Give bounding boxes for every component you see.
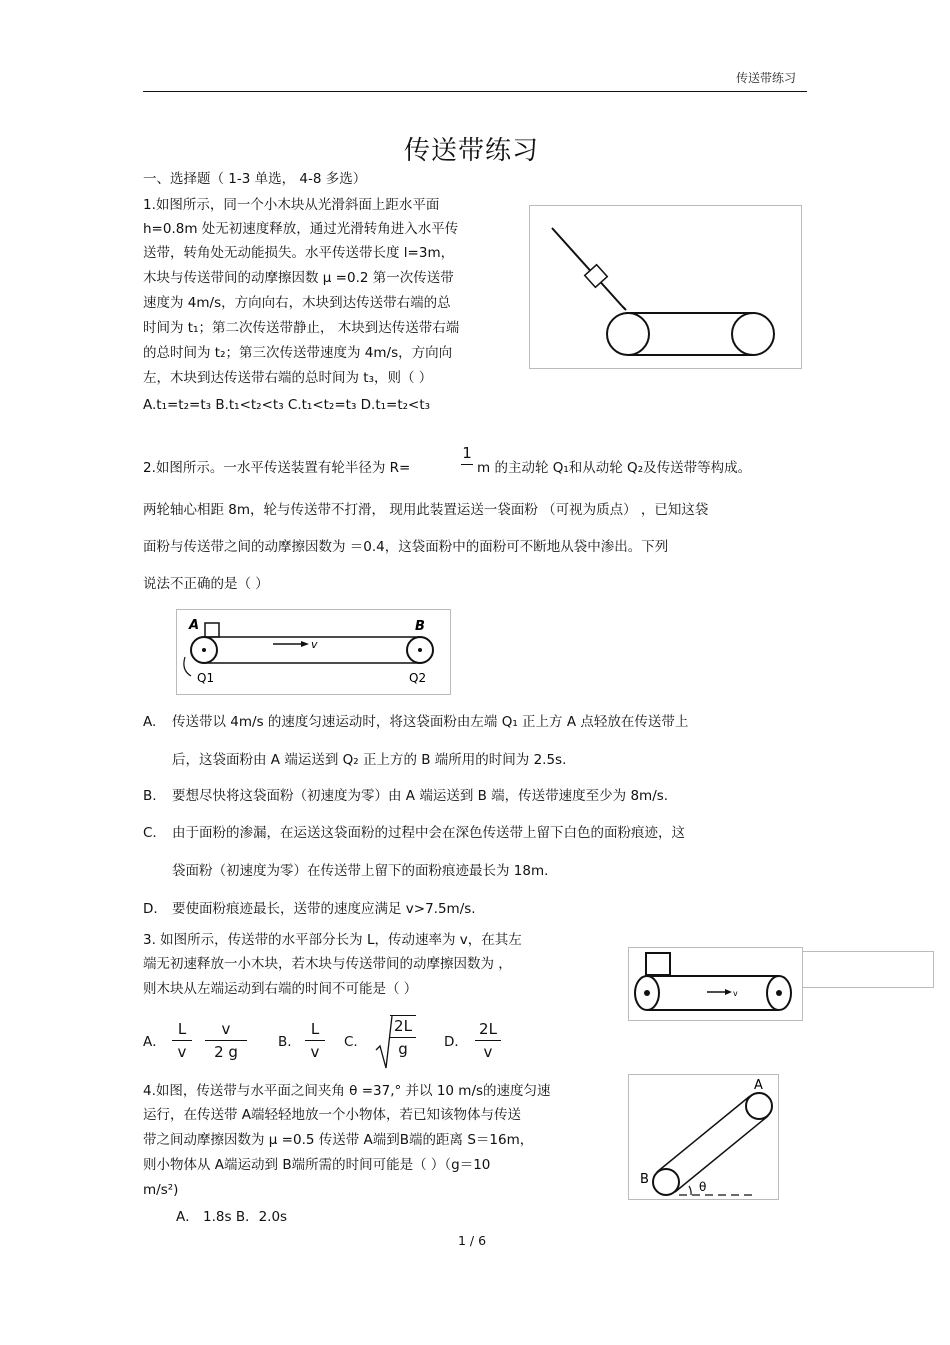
q4-line-4: 则小物体从 A端运动到 B端所需的时间可能是（ ）（g＝10 bbox=[143, 1157, 491, 1173]
q3-option-d-label: D． bbox=[444, 1034, 468, 1050]
numerator: 2L bbox=[479, 1020, 497, 1038]
q2-option-b-text: 要想尽快将这袋面粉（初速度为零）由 A 端运送到 B 端，传送带速度至少为 8m/s. bbox=[172, 788, 669, 804]
q1-line-5: 速度为 4m/s，方向向右，木块到达传送带右端的总 bbox=[143, 295, 451, 311]
denominator: g bbox=[398, 1040, 408, 1058]
q1-line-2: h=0.8m 处无初速度释放，通过光滑转角进入水平传 bbox=[143, 221, 459, 237]
q3-option-c-label: C. bbox=[344, 1034, 358, 1050]
q4-line-3: 带之间动摩擦因数为 μ =0.5 传送带 A端到B端的距离 S＝16m， bbox=[143, 1132, 534, 1148]
q3-option-a-label: A． bbox=[143, 1034, 166, 1050]
q2-option-a-text-cont: 后，这袋面粉由 A 端运送到 Q₂ 正上方的 B 端所用的时间为 2.5s. bbox=[172, 752, 567, 768]
q2-figure bbox=[176, 609, 451, 695]
page-title: 传送带练习 bbox=[404, 136, 540, 166]
numerator: L bbox=[177, 1020, 187, 1038]
q2-option-a-label: A. bbox=[143, 714, 157, 730]
q1-line-3: 送带，转角处无动能损失。水平传送带长度 l=3m， bbox=[143, 245, 455, 261]
fraction-bar bbox=[475, 1040, 501, 1041]
q1-line-6: 时间为 t₁；第二次传送带静止， 木块到达传送带右端 bbox=[143, 320, 460, 336]
q2-figure-a-label: A bbox=[189, 618, 200, 633]
fraction-bar bbox=[461, 464, 473, 465]
q2-radius-fraction bbox=[461, 444, 473, 467]
q4-figure-b-label: B bbox=[640, 1172, 649, 1187]
q4-figure-a-label: A bbox=[754, 1078, 763, 1093]
q3-option-c-fraction bbox=[390, 1015, 416, 1058]
numerator: 2L bbox=[394, 1017, 412, 1035]
q4-options: A． 1.8s B．2.0s bbox=[176, 1209, 288, 1225]
q2-radius-numerator: 1 bbox=[462, 444, 472, 462]
fraction-bar bbox=[305, 1040, 325, 1041]
q2-figure-v-label: v bbox=[311, 638, 318, 651]
q4-line-5: m/s²) bbox=[143, 1182, 179, 1198]
q3-line-1: 3. 如图所示，传送带的水平部分长为 L，传动速率为 v，在其左 bbox=[143, 932, 522, 948]
q3-option-b-fraction bbox=[305, 1020, 325, 1061]
q2-line-2: 两轮轴心相距 8m，轮与传送带不打滑， 现用此装置运送一袋面粉 （可视为质点） ，已知这袋 bbox=[143, 502, 709, 518]
numerator: L bbox=[310, 1020, 320, 1038]
denominator: 2 g bbox=[214, 1043, 238, 1061]
denominator: v bbox=[483, 1043, 493, 1061]
q2-line-1b: m 的主动轮 Q₁和从动轮 Q₂及传送带等构成。 bbox=[477, 460, 752, 476]
q2-line-4: 说法不正确的是（ ） bbox=[143, 576, 269, 592]
denominator: v bbox=[177, 1043, 187, 1061]
q3-line-2: 端无初速释放一小木块，若木块与传送带间的动摩擦因数为 ， bbox=[143, 956, 512, 972]
q4-line-2: 运行，在传送带 A端轻轻地放一个小物体，若已知该物体与传送 bbox=[143, 1107, 522, 1123]
q2-line-1a: 2.如图所示。一水平传送装置有轮半径为 R= bbox=[143, 460, 411, 476]
q3-line-3: 则木块从左端运动到右端的时间不可能是（ ） bbox=[143, 981, 418, 997]
q3-option-d-fraction bbox=[475, 1020, 501, 1061]
q2-figure-q1-label: Q1 bbox=[197, 671, 215, 685]
page-number: 1 / 6 bbox=[458, 1233, 487, 1248]
header-rule bbox=[143, 91, 807, 92]
q2-option-c-label: C. bbox=[143, 825, 157, 841]
q2-option-d-text: 要使面粉痕迹最长，送带的速度应满足 v>7.5m/s. bbox=[172, 901, 476, 917]
denominator: v bbox=[310, 1043, 320, 1061]
q1-figure bbox=[529, 205, 802, 369]
q2-option-a-text: 传送带以 4m/s 的速度匀速运动时，将这袋面粉由左端 Q₁ 正上方 A 点轻放在传送带上 bbox=[172, 714, 689, 730]
fraction-bar bbox=[390, 1037, 416, 1038]
section-heading: 一、选择题（ 1-3 单选， 4-8 多选） bbox=[143, 171, 367, 187]
fraction-bar bbox=[172, 1040, 192, 1041]
q2-line-3: 面粉与传送带之间的动摩擦因数为 ＝0.4，这袋面粉中的面粉可不断地从袋中渗出。下列 bbox=[143, 539, 669, 555]
q1-line-4: 木块与传送带间的动摩擦因数 μ =0.2 第一次传送带 bbox=[143, 270, 454, 286]
q1-line-8: 左，木块到达传送带右端的总时间为 t₃，则（ ） bbox=[143, 370, 433, 386]
q2-option-c-text-cont: 袋面粉（初速度为零）在传送带上留下的面粉痕迹最长为 18m. bbox=[172, 863, 549, 879]
q3-option-a-fraction-2 bbox=[205, 1020, 247, 1061]
q4-figure bbox=[628, 1074, 779, 1200]
running-header: 传送带练习 bbox=[736, 71, 797, 85]
fraction-bar bbox=[205, 1040, 247, 1041]
q3-figure bbox=[628, 947, 803, 1021]
q4-line-1: 4.如图，传送带与水平面之间夹角 θ =37,° 并以 10 m/s的速度匀速 bbox=[143, 1083, 551, 1099]
q2-option-c-text: 由于面粉的渗漏，在运送这袋面粉的过程中会在深色传送带上留下白色的面粉痕迹，这 bbox=[172, 825, 685, 841]
q4-figure-theta-label: θ bbox=[699, 1180, 707, 1194]
q3-option-a-fraction-1 bbox=[172, 1020, 192, 1061]
q2-figure-q2-label: Q2 bbox=[409, 671, 427, 685]
q2-option-b-label: B. bbox=[143, 788, 157, 804]
q3-option-b-label: B. bbox=[278, 1034, 292, 1050]
q2-option-d-label: D. bbox=[143, 901, 158, 917]
q2-figure-b-label: B bbox=[415, 619, 425, 634]
q1-line-1: 1.如图所示，同一个小木块从光滑斜面上距水平面 bbox=[143, 197, 440, 213]
q3-blank-box bbox=[802, 951, 934, 988]
q3-figure-v-label: v bbox=[733, 989, 738, 998]
numerator: v bbox=[221, 1020, 231, 1038]
q1-options: A.t₁=t₂=t₃ B.t₁<t₂<t₃ C.t₁<t₂=t₃ D.t₁=t₂<t₃ bbox=[143, 397, 431, 413]
q1-line-7: 的总时间为 t₂；第三次传送带速度为 4m/s，方向向 bbox=[143, 345, 453, 361]
